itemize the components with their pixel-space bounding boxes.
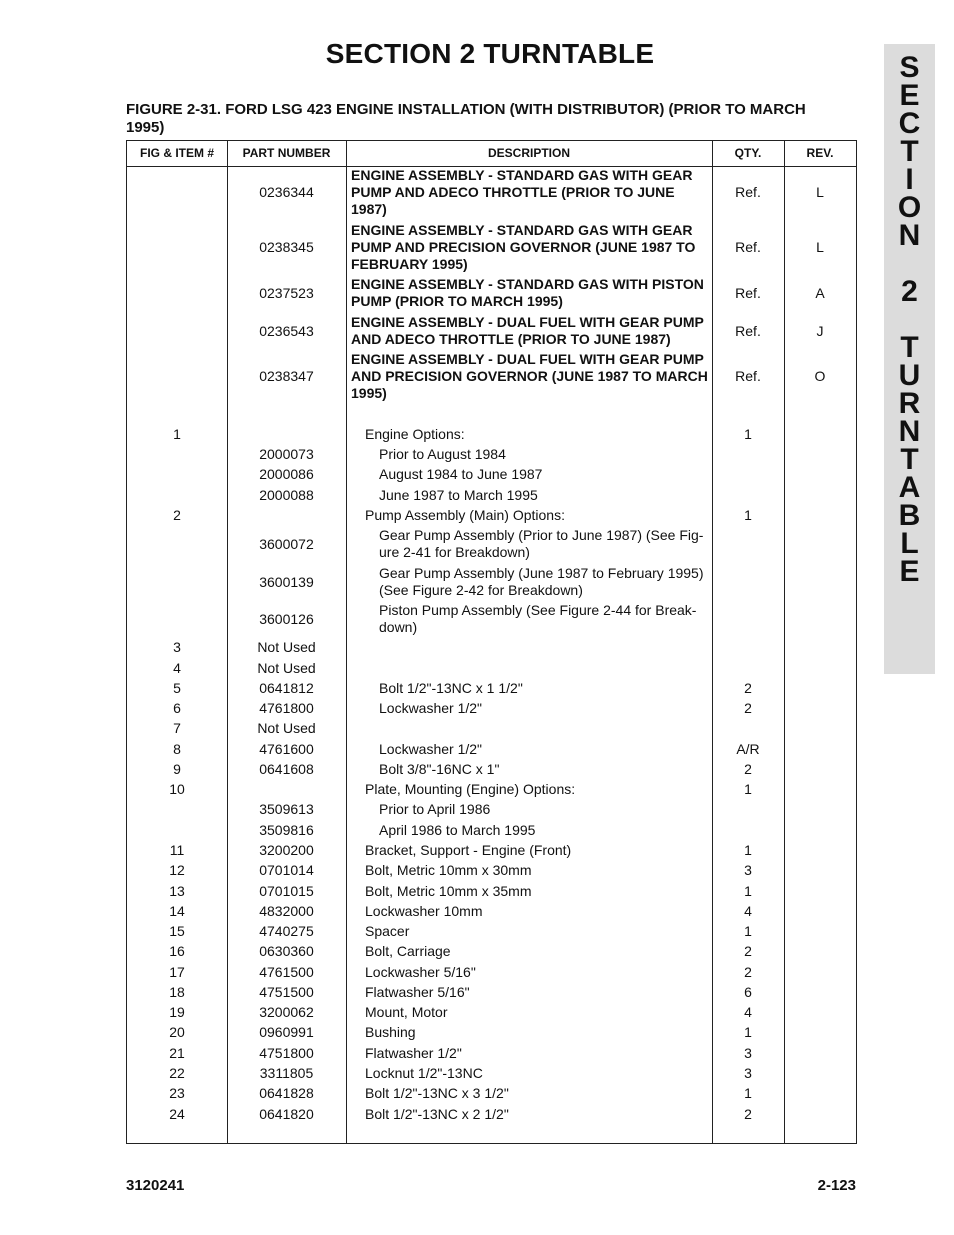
item-part-number: 3509613: [259, 801, 314, 817]
item-qty: 1: [744, 1085, 752, 1101]
header-qty: QTY.: [734, 146, 762, 160]
item-qty: 1: [744, 883, 752, 899]
column-divider: [346, 141, 347, 1143]
parts-table: [126, 140, 857, 1144]
item-fig-number: 9: [173, 761, 181, 777]
assembly-qty: Ref.: [735, 284, 761, 301]
item-part-number: 2000086: [259, 466, 314, 482]
item-fig-number: 6: [173, 700, 181, 716]
item-qty: 1: [744, 781, 752, 797]
item-qty: 1: [744, 426, 752, 442]
header-rev: REV.: [806, 146, 834, 160]
side-tab-letter: N: [898, 415, 921, 448]
item-fig-number: 22: [169, 1065, 185, 1081]
item-fig-number: 14: [169, 903, 185, 919]
item-fig-number: 24: [169, 1106, 185, 1122]
assembly-description: PUMP (PRIOR TO MARCH 1995): [351, 293, 563, 309]
assembly-part-number: 0238345: [259, 239, 314, 255]
item-qty: 2: [744, 1106, 752, 1122]
item-description: April 1986 to March 1995: [379, 822, 536, 838]
item-description: Bolt, Metric 10mm x 35mm: [365, 883, 532, 899]
header-fig-item: FIG & ITEM #: [139, 146, 214, 160]
item-fig-number: 21: [169, 1045, 185, 1061]
item-fig-number: 11: [169, 842, 185, 858]
header-part-number: PART NUMBER: [242, 146, 331, 160]
assembly-qty: Ref.: [735, 239, 761, 255]
item-part-number: 3200200: [259, 842, 314, 858]
item-part-number: 4832000: [259, 903, 314, 919]
item-fig-number: 17: [169, 964, 185, 980]
item-description: Lockwasher 1/2": [379, 700, 483, 716]
item-description: Prior to August 1984: [379, 446, 506, 462]
item-fig-number: 8: [173, 741, 181, 757]
item-description: Bolt 1/2"-13NC x 1 1/2": [379, 680, 523, 696]
assembly-description: PUMP AND ADECO THROTTLE (PRIOR TO JUNE: [351, 184, 675, 200]
section-title: SECTION 2 TURNTABLE: [325, 38, 655, 69]
side-tab-letter: E: [899, 555, 920, 588]
item-qty: A/R: [736, 741, 760, 757]
item-qty: 1: [744, 842, 752, 858]
item-description: Bolt, Metric 10mm x 30mm: [365, 862, 532, 878]
item-part-number: 4740275: [259, 923, 314, 939]
item-description: down): [379, 619, 418, 635]
item-description: Bracket, Support - Engine (Front): [365, 842, 572, 858]
side-tab-letter: I: [905, 163, 914, 196]
item-fig-number: 13: [169, 883, 185, 899]
item-part-number: 3509816: [259, 822, 314, 838]
assembly-rev: A: [815, 284, 825, 301]
item-part-number: Not Used: [257, 720, 316, 736]
figure-caption-line-1: FIGURE 2-31. FORD LSG 423 ENGINE INSTALLATION (WITH DISTRIBUTOR) (PRIOR TO MARCH: [126, 101, 806, 118]
side-tab-letter: T: [900, 443, 919, 476]
side-tab-letter: C: [898, 107, 921, 140]
item-description: August 1984 to June 1987: [379, 466, 543, 482]
item-part-number: 0641812: [259, 680, 314, 696]
item-fig-number: 15: [169, 923, 185, 939]
item-part-number: 0641828: [259, 1085, 314, 1101]
item-part-number: 4751800: [259, 1045, 314, 1061]
side-tab-letter: E: [899, 79, 920, 112]
item-part-number: 4761800: [259, 700, 314, 716]
assembly-part-number: 0236344: [259, 184, 314, 200]
assembly-description: 1995): [351, 385, 387, 401]
figure-caption: [126, 101, 856, 137]
item-fig-number: 20: [169, 1024, 185, 1040]
item-description: June 1987 to March 1995: [379, 487, 538, 503]
assembly-description: ENGINE ASSEMBLY - STANDARD GAS WITH GEAR: [351, 167, 693, 183]
item-qty: 1: [744, 923, 752, 939]
assembly-description: ENGINE ASSEMBLY - DUAL FUEL WITH GEAR PUMP: [351, 351, 704, 367]
item-description: Spacer: [365, 923, 410, 939]
item-part-number: Not Used: [257, 639, 316, 655]
item-description: Lockwasher 1/2": [379, 741, 483, 757]
assembly-description: ENGINE ASSEMBLY - STANDARD GAS WITH GEAR: [351, 222, 693, 238]
figure-caption-line-2: 1995): [126, 119, 165, 136]
item-description: Bolt, Carriage: [365, 943, 451, 959]
item-fig-number: 18: [169, 984, 185, 1000]
item-part-number: 0630360: [259, 943, 314, 959]
item-fig-number: 1: [173, 426, 181, 442]
side-tab-letter: 2: [901, 275, 918, 308]
item-description: Locknut 1/2"-13NC: [365, 1065, 483, 1081]
item-qty: 3: [744, 1045, 752, 1061]
assembly-part-number: 0236543: [259, 322, 314, 339]
item-qty: 2: [744, 761, 752, 777]
item-qty: 6: [744, 984, 752, 1000]
item-part-number: 3600126: [259, 610, 314, 627]
item-fig-number: 5: [173, 680, 181, 696]
assembly-qty: Ref.: [735, 322, 761, 339]
item-part-number: 4761500: [259, 964, 314, 980]
item-description: Bolt 1/2"-13NC x 3 1/2": [365, 1085, 509, 1101]
assembly-rev: L: [816, 184, 824, 200]
item-qty: 1: [744, 507, 752, 523]
assembly-qty: Ref.: [735, 368, 761, 384]
header-description: DESCRIPTION: [487, 146, 570, 160]
item-description: Lockwasher 5/16": [365, 964, 476, 980]
assembly-description: PUMP AND PRECISION GOVERNOR (JUNE 1987 TO: [351, 239, 696, 255]
item-fig-number: 19: [169, 1004, 185, 1020]
item-fig-number: 4: [173, 660, 181, 676]
side-tab-letter: A: [898, 471, 921, 504]
item-description: Flatwasher 1/2": [365, 1045, 462, 1061]
item-description: Bolt 1/2"-13NC x 2 1/2": [365, 1106, 509, 1122]
item-qty: 2: [744, 700, 752, 716]
page-number: 2-123: [817, 1177, 856, 1194]
section-side-tab: [884, 44, 935, 674]
item-fig-number: 7: [173, 720, 181, 736]
assembly-description: AND PRECISION GOVERNOR (JUNE 1987 TO MARCH: [351, 368, 708, 384]
item-qty: 4: [744, 1004, 752, 1020]
assembly-description: 1987): [351, 201, 387, 217]
item-description: Mount, Motor: [365, 1004, 448, 1020]
document-number: 3120241: [126, 1177, 185, 1194]
item-part-number: 3600072: [259, 535, 314, 552]
item-description: Bushing: [365, 1024, 416, 1040]
side-tab-letter: R: [898, 387, 921, 420]
item-part-number: 3600139: [259, 573, 314, 590]
item-description: Gear Pump Assembly (June 1987 to February 1995): [379, 565, 704, 581]
item-qty: 2: [744, 943, 752, 959]
item-part-number: 4761600: [259, 741, 314, 757]
item-qty: 2: [744, 680, 752, 696]
item-qty: 3: [744, 862, 752, 878]
item-part-number: 2000073: [259, 446, 314, 462]
item-part-number: 0641820: [259, 1106, 314, 1122]
item-part-number: 4751500: [259, 984, 314, 1000]
item-description: Prior to April 1986: [379, 801, 491, 817]
item-description: Pump Assembly (Main) Options:: [365, 507, 565, 523]
item-description: Lockwasher 10mm: [365, 903, 483, 919]
item-qty: 3: [744, 1065, 752, 1081]
item-fig-number: 23: [169, 1085, 185, 1101]
assembly-rev: O: [814, 368, 826, 384]
item-description: Plate, Mounting (Engine) Options:: [365, 781, 576, 797]
item-qty: 4: [744, 903, 752, 919]
assembly-description: FEBRUARY 1995): [351, 256, 468, 272]
item-description: Gear Pump Assembly (Prior to June 1987) (See Fig-: [379, 527, 704, 543]
side-tab-letter: S: [899, 51, 920, 84]
assembly-part-number: 0237523: [259, 284, 314, 301]
item-description: Engine Options:: [365, 426, 465, 442]
assembly-rev: L: [816, 239, 824, 255]
side-tab-letter: O: [897, 191, 922, 224]
item-description: Flatwasher 5/16": [365, 984, 470, 1000]
item-fig-number: 10: [169, 781, 185, 797]
side-tab-letter: N: [898, 219, 921, 252]
item-qty: 2: [744, 964, 752, 980]
side-tab-letter: B: [898, 499, 921, 532]
item-part-number: 0641608: [259, 761, 314, 777]
item-qty: 1: [744, 1024, 752, 1040]
item-part-number: 0701015: [259, 883, 314, 899]
assembly-description: AND ADECO THROTTLE (PRIOR TO JUNE 1987): [351, 331, 671, 347]
item-part-number: 3200062: [259, 1004, 314, 1020]
assembly-qty: Ref.: [735, 184, 761, 200]
item-part-number: 2000088: [259, 487, 314, 503]
item-description: ure 2-41 for Breakdown): [379, 544, 530, 560]
item-part-number: 3311805: [259, 1065, 314, 1081]
side-tab-letter: T: [900, 331, 919, 364]
assembly-rev: J: [816, 322, 824, 339]
item-part-number: 0701014: [259, 862, 314, 878]
item-description: (See Figure 2-42 for Breakdown): [379, 582, 583, 598]
item-fig-number: 16: [169, 943, 185, 959]
side-tab-letter: U: [898, 359, 921, 392]
item-part-number: Not Used: [257, 660, 316, 676]
item-fig-number: 2: [173, 507, 181, 523]
item-fig-number: 12: [169, 862, 185, 878]
item-description: Piston Pump Assembly (See Figure 2-44 for Break-: [379, 602, 697, 618]
item-fig-number: 3: [173, 639, 181, 655]
assembly-part-number: 0238347: [259, 368, 314, 384]
item-part-number: 0960991: [259, 1024, 314, 1040]
item-description: Bolt 3/8"-16NC x 1": [379, 761, 500, 777]
side-tab-letter: T: [900, 135, 919, 168]
assembly-description: ENGINE ASSEMBLY - DUAL FUEL WITH GEAR PUMP: [351, 314, 704, 330]
assembly-description: ENGINE ASSEMBLY - STANDARD GAS WITH PISTON: [351, 276, 704, 292]
side-tab-letter: L: [900, 527, 919, 560]
